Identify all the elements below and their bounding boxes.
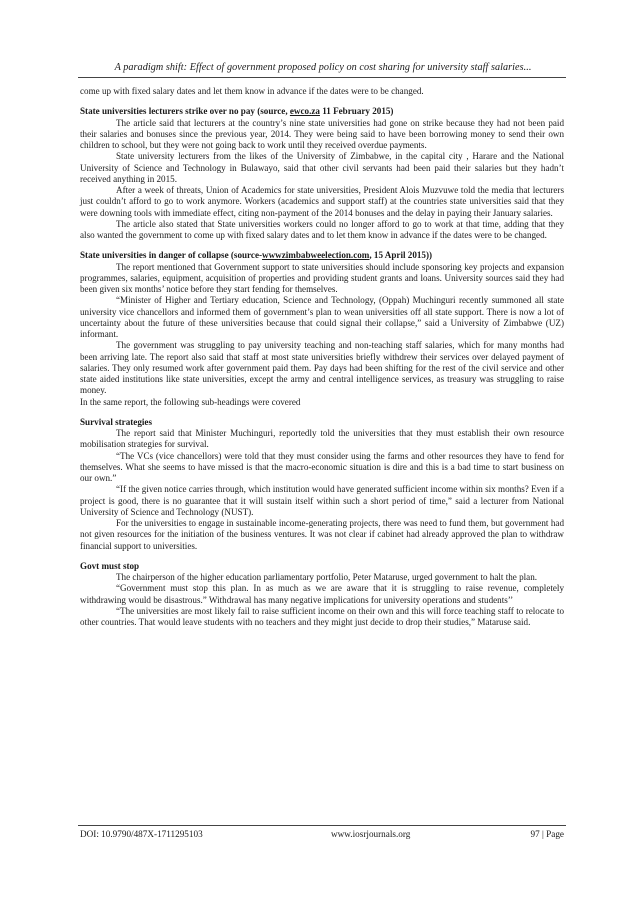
paragraph: The chairperson of the higher education parliamentary portfolio, Peter Mataruse, urged government to halt the plan. xyxy=(116,572,538,582)
section-heading-survival: Survival strategies xyxy=(80,416,152,427)
source-link[interactable]: wwwzimbabweelection.com xyxy=(262,250,370,261)
header-rule xyxy=(78,77,566,78)
section-heading-collapse xyxy=(80,250,564,261)
paragraph: The article said that lecturers at the country’s nine state universities had gone on strike because they had not been paid their salaries and bonuses since the previous year, 2014. They were being said to have been borrowing money to send their own children to school, but they were not going back to work until they received overdue payments. xyxy=(80,117,564,150)
paragraph: “Minister of Higher and Tertiary education, Science and Technology, (Oppah) Muchinguri recently summoned all state university vice chancellors and informed them of government’s plan to wean universities off all state support. There is now a lot of uncertainty about the future of these universities because that could signal their collapse,” said a University of Zimbabwe (UZ) informant. xyxy=(80,295,564,339)
footer-rule xyxy=(78,825,566,826)
source-link[interactable]: ewco.za xyxy=(289,106,320,117)
continuation-paragraph: come up with fixed salary dates and let them know in advance if the dates were to be changed. xyxy=(80,86,424,96)
running-header: A paradigm shift: Effect of government proposed policy on cost sharing for university staff salaries... xyxy=(114,62,532,73)
doi-text: DOI: 10.9790/487X-1711295103 xyxy=(80,829,203,839)
heading-text: 11 February 2015) xyxy=(319,106,394,117)
section-heading-strike xyxy=(80,106,564,117)
paragraph: “The VCs (vice chancellors) were told that they must consider using the farms and other resources they have to fend for themselves. What she seems to have missed is that the macro-economic situation is dire and this is a bad time to start business on our own.” xyxy=(80,450,564,483)
paragraph: The article also stated that State universities workers could no longer afford to go to work at that time, adding that they also wanted the government to come up with fixed salary dates and to let them know in advance if the dates were to be changed. xyxy=(80,218,564,240)
heading-text: , 15 April 2015)) xyxy=(369,250,433,261)
page-number: 97 | Page xyxy=(530,829,564,839)
paragraph: The government was struggling to pay university teaching and non-teaching staff salaries, which for many months had been arriving late. The report also said that staff at most state universities briefly withdrew their services over delayed payment of salaries. They only resumed work after government paid them. Pay days had been shifting for the rest of the civil service and other state aided institutions like state universities, except the army and central intelligence services, as treasury was struggling to raise money. xyxy=(80,340,564,396)
paragraph: “The universities are most likely fail to raise sufficient income on their own and this will force teaching staff to relocate to other countries. That would leave students with no teachers and they might just decide to drop their studies,” Mataruse said. xyxy=(80,605,564,627)
heading-text: State universities lecturers strike over no pay (source, xyxy=(80,106,290,117)
paragraph: “If the given notice carries through, which institution would have generated sufficient income within six months? Even if a project is good, there is no guarantee that it will sustain itself within such a short period of time,” said a lecturer from National University of Science and Technology (NUST). xyxy=(80,484,564,517)
journal-url[interactable]: www.iosrjournals.org xyxy=(331,829,411,839)
section-heading-govt-must-stop: Govt must stop xyxy=(80,560,140,571)
paragraph: In the same report, the following sub-headings were covered xyxy=(80,396,301,407)
heading-text: State universities in danger of collapse (source- xyxy=(80,250,263,261)
paragraph: State university lecturers from the likes of the University of Zimbabwe, in the capital city , Harare and the National University of Science and Technology in Bulawayo, said that other civil servants had been paid their salaries but they hadn’t received anything in 2015. xyxy=(80,151,564,184)
paragraph: The report said that Minister Muchinguri, reportedly told the universities that they must establish their own resource mobilisation strategies for survival. xyxy=(80,428,564,450)
article-body xyxy=(80,86,564,628)
paragraph: After a week of threats, Union of Academics for state universities, President Alois Muzvuwe told the media that lecturers just couldn’t afford to go to work anymore. Workers (academics and support staff) at the countries state universities said that they were downing tools with immediate effect, citing non-payment of the 2014 bonuses and the delay in paying their January salaries. xyxy=(80,185,564,218)
paragraph: The report mentioned that Government support to state universities should include sponsoring key projects and expansion programmes, salaries, equipment, acquisition of properties and providing student grants and loans. University sources said they had been given six months’ notice before they start fending for themselves. xyxy=(80,261,564,294)
paragraph: “Government must stop this plan. In as much as we are aware that it is struggling to raise revenue, completely withdrawing would be disastrous.” Withdrawal has many negative implications for university operations and students’’ xyxy=(80,583,564,605)
paragraph: For the universities to engage in sustainable income-generating projects, there was need to fund them, but government had not given resources for the initiation of the business ventures. It was not clear if cabinet had already approved the plan to withdraw financial support to universities. xyxy=(80,518,564,551)
